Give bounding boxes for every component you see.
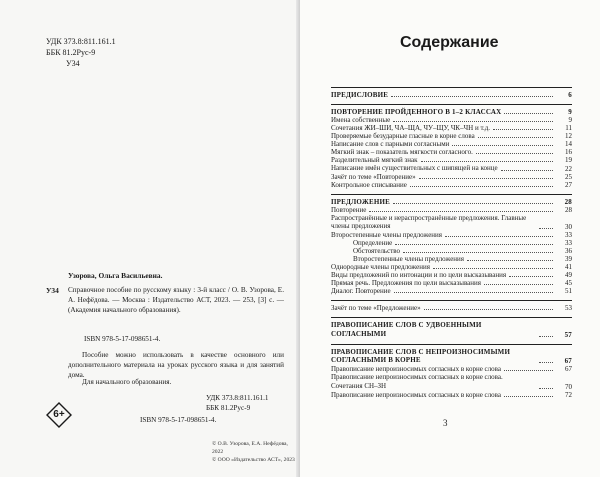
toc-entry: ПРАВОПИСАНИЕ СЛОВ С НЕПРОИЗНОСИМЫМИ СОГЛАСНЫМИ В КОРНЕ 67 xyxy=(331,347,572,365)
toc-entry: Написание имён существительных с шипящей на конце 22 xyxy=(331,164,572,173)
toc-entry: Виды предложений по интонации и по цели высказывания 49 xyxy=(331,270,572,280)
age-rating-badge xyxy=(46,402,72,428)
toc-entry: Определение 33 xyxy=(353,238,572,247)
author-name: Узорова, Ольга Васильевна. xyxy=(68,271,163,280)
toc-divider xyxy=(331,194,572,195)
copyright xyxy=(212,440,300,464)
bibliographic-codes xyxy=(46,36,116,69)
toc-entry: Контрольное списывание 27 xyxy=(331,180,572,189)
toc-entry: Прямая речь. Предложения по цели высказывания 45 xyxy=(331,279,572,288)
toc-divider xyxy=(331,300,572,301)
isbn-bottom: ISBN 978-5-17-098651-4. xyxy=(140,416,217,424)
udk-code-bottom: УДК 373.8:811.161.1 xyxy=(206,394,269,402)
table-of-contents xyxy=(331,82,572,399)
author-code: У34 xyxy=(66,59,80,68)
toc-divider xyxy=(331,104,572,105)
toc-entry: Зачёт по теме «Предложение» 53 xyxy=(331,304,572,313)
toc-divider xyxy=(331,317,572,318)
audience-note: Для начального образования. xyxy=(82,378,172,386)
toc-entry: Правописание непроизносимых согласных в корне слова 72 xyxy=(331,390,572,400)
toc-entry: ПРЕДИСЛОВИЕ 6 xyxy=(331,91,572,99)
toc-entry: Распространённые и нераспространённые предложения. Главные члены предложения 30 xyxy=(331,213,572,231)
bibliographic-annotation: Справочное пособие по русскому языку : 3-й класс / О. В. Узорова, Е. А. Нефёдова. — Москва : Издательство АСТ, 2023. — 253, [3] с. — (Академия начального образования). xyxy=(68,286,284,314)
toc-entry: Однородные члены предложения 41 xyxy=(331,262,572,271)
page-number: 3 xyxy=(443,418,448,428)
toc-entry: Имена собственные 9 xyxy=(331,116,572,124)
toc-entry: Правописание непроизносимых согласных в корне слова. Сочетания СН–ЗН 70 xyxy=(331,373,572,391)
toc-title: Содержание xyxy=(400,34,499,51)
toc-entry: Проверяемые безударные гласные в корне слова 12 xyxy=(331,132,572,140)
toc-entry: Разделительный мягкий знак 19 xyxy=(331,156,572,164)
toc-entry: ПОВТОРЕНИЕ ПРОЙДЕННОГО В 1–2 КЛАССАХ 9 xyxy=(331,108,572,116)
toc-entry: Второстепенные члены предложения 33 xyxy=(331,230,572,239)
bbk-code: ББК 81.2Рус-9 xyxy=(46,48,96,57)
toc-entry: Диалог. Повторение 51 xyxy=(331,287,572,296)
toc-entry: Повторение 28 xyxy=(331,205,572,214)
author-code-inline: У34 xyxy=(46,286,59,295)
toc-entry: Сочетания ЖИ–ШИ, ЧА–ЩА, ЧУ–ЩУ, ЧК–ЧН и т.д. 11 xyxy=(331,124,572,132)
toc-entry: Мягкий знак – показатель мягкости согласного. 16 xyxy=(331,148,572,156)
copyright-authors: © О.В. Узорова, Е.А. Нефёдова, 2022 xyxy=(212,441,288,455)
toc-divider xyxy=(331,344,572,345)
toc-entry: Написание слов с парными согласными 14 xyxy=(331,140,572,148)
toc-entry: ПРАВОПИСАНИЕ СЛОВ С УДВОЕННЫМИ СОГЛАСНЫМИ 57 xyxy=(331,321,572,339)
bbk-code-bottom: ББК 81.2Рус-9 xyxy=(206,404,251,412)
toc-entry: Зачёт по теме «Повторение» 25 xyxy=(331,172,572,181)
age-rating-text: 6+ xyxy=(53,409,65,420)
toc-entry: Правописание непроизносимых согласных в корне слова 67 xyxy=(331,364,572,374)
toc-entry: Обстоятельство 36 xyxy=(353,246,572,255)
book-description: Пособие можно использовать в качестве основного или дополнительного материала на уроках русского языка и для занятий дома. xyxy=(68,351,284,379)
toc-entry: ПРЕДЛОЖЕНИЕ 28 xyxy=(331,197,572,206)
toc-entry: Второстепенные члены предложения 39 xyxy=(353,254,572,263)
isbn: ISBN 978-5-17-098651-4. xyxy=(84,335,161,343)
bibliographic-codes-bottom xyxy=(206,393,269,413)
toc-divider xyxy=(331,87,572,88)
udk-code: УДК 373.8:811.161.1 xyxy=(46,37,116,46)
copyright-publisher: © ООО «Издательство АСТ», 2023 xyxy=(212,457,295,463)
